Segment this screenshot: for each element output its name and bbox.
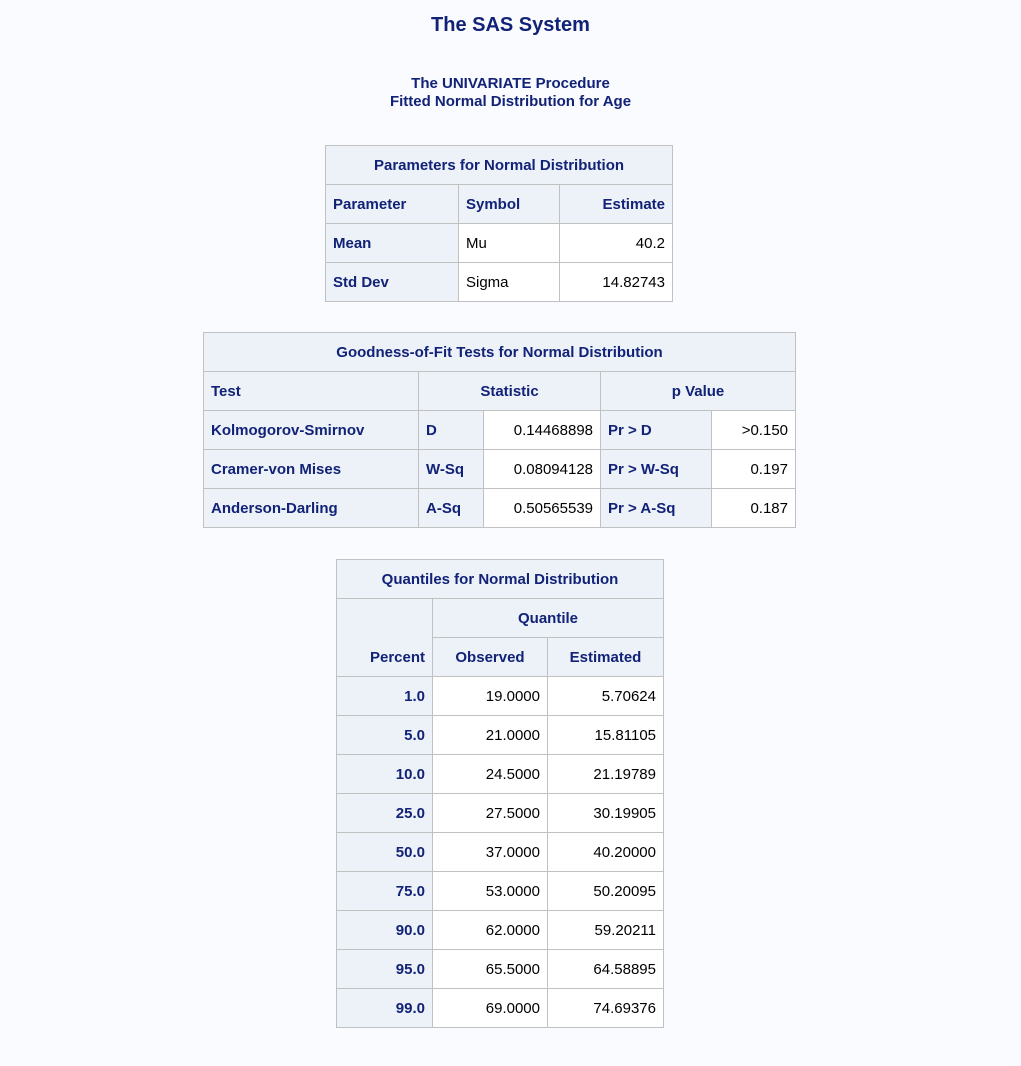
table-row	[337, 794, 664, 833]
cell-observed: 62.0000	[433, 911, 548, 950]
parameters-table	[325, 145, 673, 302]
cell-stat-value: 0.08094128	[484, 450, 601, 489]
p-label: Pr > A-Sq	[601, 489, 712, 528]
cell-stat-value: 0.50565539	[484, 489, 601, 528]
row-header: 90.0	[337, 911, 433, 950]
cell-estimated: 59.20211	[548, 911, 664, 950]
quantiles-table	[336, 559, 664, 1028]
cell-estimate: 40.2	[560, 224, 673, 263]
column-header-test: Test	[204, 372, 419, 411]
table-row	[337, 872, 664, 911]
cell-estimated: 40.20000	[548, 833, 664, 872]
column-header-p-value: p Value	[601, 372, 796, 411]
table-caption: Goodness-of-Fit Tests for Normal Distribution	[204, 333, 796, 372]
stat-symbol: A-Sq	[419, 489, 484, 528]
column-header-parameter: Parameter	[326, 185, 459, 224]
row-header: 50.0	[337, 833, 433, 872]
row-header: 10.0	[337, 755, 433, 794]
cell-estimated: 30.19905	[548, 794, 664, 833]
row-header: 75.0	[337, 872, 433, 911]
table-caption: Quantiles for Normal Distribution	[337, 560, 664, 599]
cell-estimated: 5.70624	[548, 677, 664, 716]
cell-p-value: 0.197	[712, 450, 796, 489]
column-group-quantile: Quantile	[433, 599, 664, 638]
cell-p-value: >0.150	[712, 411, 796, 450]
table-row	[204, 411, 796, 450]
column-header-estimated: Estimated	[548, 638, 664, 677]
row-header: 95.0	[337, 950, 433, 989]
row-header: 25.0	[337, 794, 433, 833]
table-row	[326, 263, 673, 302]
table-row	[337, 989, 664, 1028]
table-row	[337, 911, 664, 950]
cell-estimated: 50.20095	[548, 872, 664, 911]
cell-p-value: 0.187	[712, 489, 796, 528]
cell-observed: 24.5000	[433, 755, 548, 794]
cell-observed: 19.0000	[433, 677, 548, 716]
p-label: Pr > D	[601, 411, 712, 450]
row-header: Mean	[326, 224, 459, 263]
column-header-percent: Percent	[337, 599, 433, 677]
table-row	[204, 489, 796, 528]
cell-estimated: 21.19789	[548, 755, 664, 794]
cell-symbol: Sigma	[459, 263, 560, 302]
row-header: 99.0	[337, 989, 433, 1028]
row-header: Cramer-von Mises	[204, 450, 419, 489]
table-row	[337, 755, 664, 794]
table-row	[204, 450, 796, 489]
table-row	[337, 950, 664, 989]
column-header-statistic: Statistic	[419, 372, 601, 411]
cell-observed: 21.0000	[433, 716, 548, 755]
row-header: Std Dev	[326, 263, 459, 302]
cell-estimated: 64.58895	[548, 950, 664, 989]
table-row	[337, 716, 664, 755]
cell-observed: 65.5000	[433, 950, 548, 989]
table-row	[337, 677, 664, 716]
cell-observed: 37.0000	[433, 833, 548, 872]
cell-observed: 53.0000	[433, 872, 548, 911]
cell-estimated: 15.81105	[548, 716, 664, 755]
table-caption: Parameters for Normal Distribution	[326, 146, 673, 185]
row-header: Kolmogorov-Smirnov	[204, 411, 419, 450]
row-header: 5.0	[337, 716, 433, 755]
cell-observed: 27.5000	[433, 794, 548, 833]
cell-symbol: Mu	[459, 224, 560, 263]
cell-estimate: 14.82743	[560, 263, 673, 302]
stat-symbol: W-Sq	[419, 450, 484, 489]
cell-estimated: 74.69376	[548, 989, 664, 1028]
row-header: Anderson-Darling	[204, 489, 419, 528]
system-title: The SAS System	[431, 14, 590, 36]
cell-stat-value: 0.14468898	[484, 411, 601, 450]
procedure-titles	[0, 75, 1021, 111]
stat-symbol: D	[419, 411, 484, 450]
column-header-symbol: Symbol	[459, 185, 560, 224]
procedure-title: The UNIVARIATE Procedure	[411, 75, 610, 92]
p-label: Pr > W-Sq	[601, 450, 712, 489]
table-row	[337, 833, 664, 872]
cell-observed: 69.0000	[433, 989, 548, 1028]
column-header-estimate: Estimate	[560, 185, 673, 224]
row-header: 1.0	[337, 677, 433, 716]
goodness-of-fit-table	[203, 332, 796, 528]
procedure-subtitle: Fitted Normal Distribution for Age	[389, 93, 632, 110]
column-header-observed: Observed	[433, 638, 548, 677]
table-row	[326, 224, 673, 263]
